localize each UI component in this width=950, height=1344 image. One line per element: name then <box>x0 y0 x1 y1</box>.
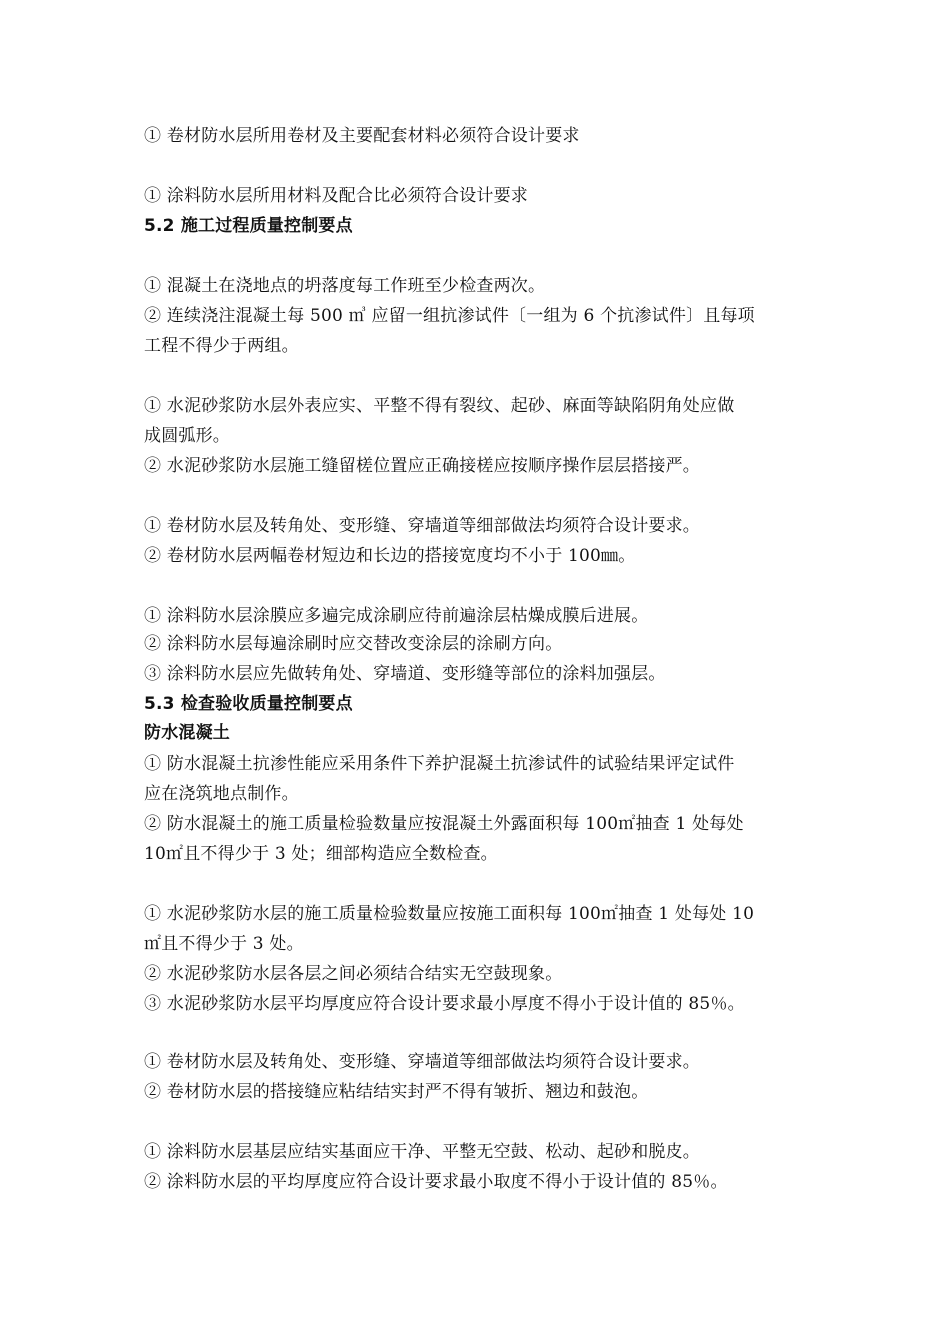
text-line: ② 卷材防水层两幅卷材短边和长边的搭接宽度均不小于 100㎜。 <box>144 546 636 566</box>
text-line: ① 卷材防水层及转角处、变形缝、穿墙道等细部做法均须符合设计要求。 <box>144 1052 701 1072</box>
text-line: ② 涂料防水层的平均厚度应符合设计要求最小取度不得小于设计值的 85％。 <box>144 1172 728 1192</box>
text-line: ㎡且不得少于 3 处。 <box>144 934 304 954</box>
text-line: ① 涂料防水层涂膜应多遍完成涂刷应待前遍涂层枯燥成膜后进展。 <box>144 606 649 626</box>
text-line: ① 水泥砂浆防水层的施工质量检验数量应按施工面积每 100㎡抽查 1 处每处 10 <box>144 904 755 924</box>
text-line: ② 连续浇注混凝土每 500 ㎥ 应留一组抗渗试件〔一组为 6 个抗渗试件〕且每项 <box>144 306 755 326</box>
text-line: ① 涂料防水层所用材料及配合比必须符合设计要求 <box>144 186 529 206</box>
text-line: ① 卷材防水层及转角处、变形缝、穿墙道等细部做法均须符合设计要求。 <box>144 516 701 536</box>
text-line: 成圆弧形。 <box>144 426 230 446</box>
text-line: ① 水泥砂浆防水层外表应实、平整不得有裂纹、起砂、麻面等缺陷阴角处应做 <box>144 396 735 416</box>
text-line: 工程不得少于两组。 <box>144 336 299 356</box>
text-line: ③ 涂料防水层应先做转角处、穿墙道、变形缝等部位的涂料加强层。 <box>144 664 666 684</box>
section-heading: 5.2 施工过程质量控制要点 <box>144 216 353 236</box>
section-heading: 5.3 检查验收质量控制要点 <box>144 694 353 714</box>
text-line: ① 防水混凝土抗渗性能应采用条件下养护混凝土抗渗试件的试验结果评定试件 <box>144 754 735 774</box>
text-line: ② 水泥砂浆防水层各层之间必须结合结实无空鼓现象。 <box>144 964 563 984</box>
text-line: ① 卷材防水层所用卷材及主要配套材料必须符合设计要求 <box>144 126 580 146</box>
text-line: ② 水泥砂浆防水层施工缝留槎位置应正确接槎应按顺序操作层层搭接严。 <box>144 456 701 476</box>
text-line: 10㎡且不得少于 3 处；细部构造应全数检查。 <box>144 844 498 864</box>
text-line: ② 涂料防水层每遍涂刷时应交替改变涂层的涂刷方向。 <box>144 634 563 654</box>
subsection-heading: 防水混凝土 <box>144 723 230 743</box>
text-line: 应在浇筑地点制作。 <box>144 784 299 804</box>
text-line: ② 卷材防水层的搭接缝应粘结结实封严不得有皱折、翘边和鼓泡。 <box>144 1082 649 1102</box>
text-line: ③ 水泥砂浆防水层平均厚度应符合设计要求最小厚度不得小于设计值的 85％。 <box>144 994 745 1014</box>
text-line: ② 防水混凝土的施工质量检验数量应按混凝土外露面积每 100㎡抽查 1 处每处 <box>144 814 744 834</box>
text-line: ① 混凝土在浇地点的坍落度每工作班至少检查两次。 <box>144 276 546 296</box>
text-line: ① 涂料防水层基层应结实基面应干净、平整无空鼓、松动、起砂和脱皮。 <box>144 1142 701 1162</box>
